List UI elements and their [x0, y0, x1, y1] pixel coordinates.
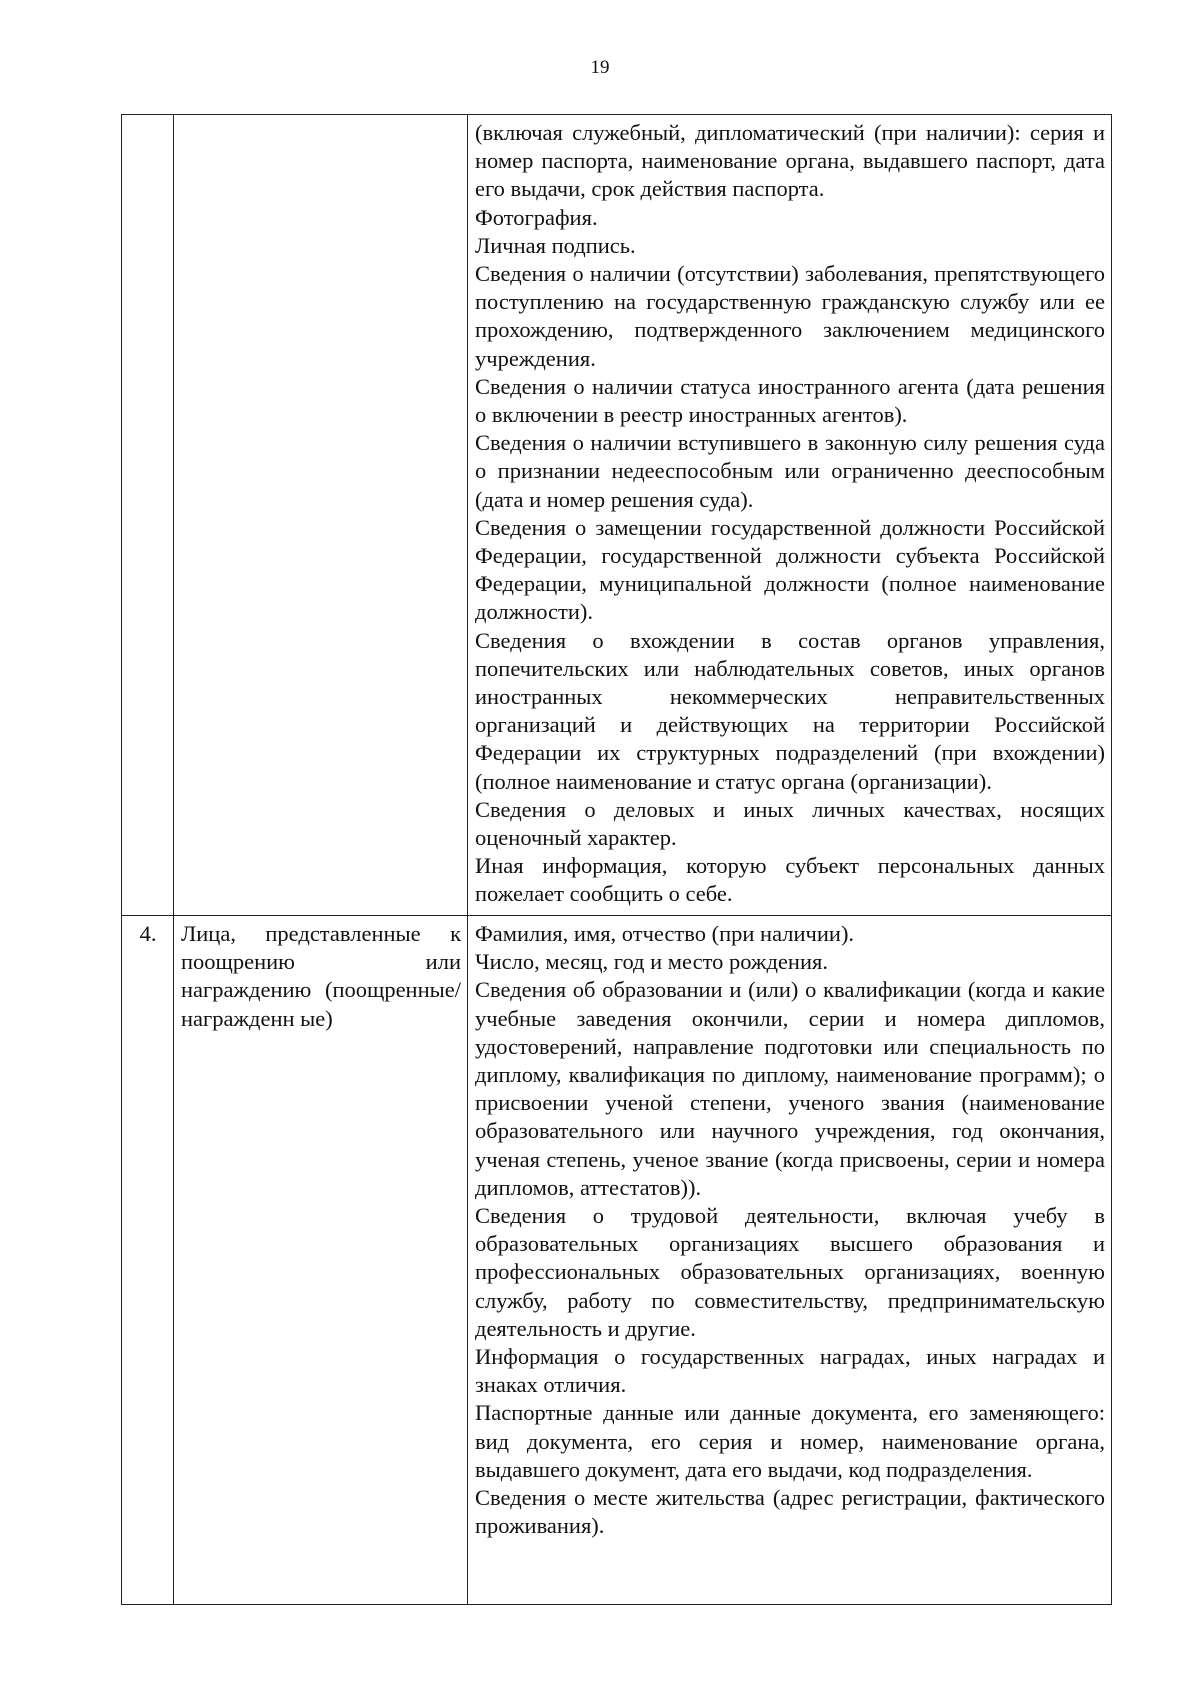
data-item: Сведения о наличии (отсутствии) заболевания, препятствующего поступлению на государственную гражданскую службу или ее прохождению, подтвержденного заключением медицинского учреждения.: [475, 261, 1105, 371]
table-row-continued: [122, 115, 1112, 916]
data-item: Паспортные данные или данные документа, его заменяющего: вид документа, его серия и номер, наименование органа, выдавшего документ, дата его выдачи, код подразделения.: [475, 1400, 1105, 1482]
data-item: Личная подпись.: [475, 232, 636, 258]
data-item: (включая служебный, дипломатический (при наличии): серия и номер паспорта, наименование органа, выдавшего паспорт, дата его выдачи, срок действия паспорта.: [475, 120, 1105, 202]
data-item: Сведения о наличии статуса иностранного агента (дата решения о включении в реестр иностранных агентов).: [475, 373, 1105, 428]
data-item: Сведения о трудовой деятельности, включая учебу в образовательных организациях высшего образования и профессиональных образовательных организациях, военную службу, работу по совместительству, предпринимательскую деятельность и другие.: [475, 1203, 1105, 1341]
personal-data-table: [121, 114, 1112, 1605]
data-item: Сведения о замещении государственной должности Российской Федерации, государственной должности субъекта Российской Федерации, муниципальной должности (полное наименование должности).: [475, 514, 1105, 625]
page-number: 19: [590, 57, 610, 78]
data-item: Сведения о месте жительства (адрес регистрации, фактического проживания).: [475, 1485, 1105, 1539]
row-number-cell: [122, 115, 174, 916]
data-item: Фамилия, имя, отчество (при наличии).: [475, 921, 855, 946]
data-list-cell: [468, 115, 1112, 916]
category-cell: [174, 115, 468, 916]
data-item: Сведения об образовании и (или) о квалификации (когда и какие учебные заведения окончили, серии и номера дипломов, удостоверений, направление подготовки или специальность по диплому, квалификация по диплому, наименование программ); о присвоении ученой степени, ученого звания (наименование образовательного или научного учреждения, год окончания, ученая степень, ученое звание (когда присвоены, серии и номера дипломов, аттестатов)).: [475, 977, 1105, 1200]
category-cell: Лица, представленные к поощрению или награждению (поощренные/награжденн ые): [174, 916, 468, 1605]
row-number-cell: 4.: [122, 916, 174, 1605]
data-item: Число, месяц, год и место рождения.: [475, 949, 828, 975]
data-item: Иная информация, которую субъект персональных данных пожелает сообщить о себе.: [475, 853, 1105, 907]
data-item: Сведения о деловых и иных личных качествах, носящих оценочный характер.: [475, 796, 1105, 851]
data-item: Информация о государственных наградах, иных наградах и знаках отличия.: [475, 1344, 1105, 1398]
data-item: Фотография.: [475, 204, 598, 230]
data-list-cell: [468, 916, 1112, 1605]
data-item: Сведения о вхождении в состав органов управления, попечительских или наблюдательных советов, иных органов иностранных некоммерческих неправительственных организаций и действующих на территории Российской Федерации их структурных подразделений (при вхождении) (полное наименование и статус органа (организации).: [475, 627, 1105, 794]
table-row-4: [122, 916, 1112, 1605]
data-item: Сведения о наличии вступившего в законную силу решения суда о признании недееспособным или ограниченно дееспособным (дата и номер решения суда).: [475, 430, 1105, 512]
